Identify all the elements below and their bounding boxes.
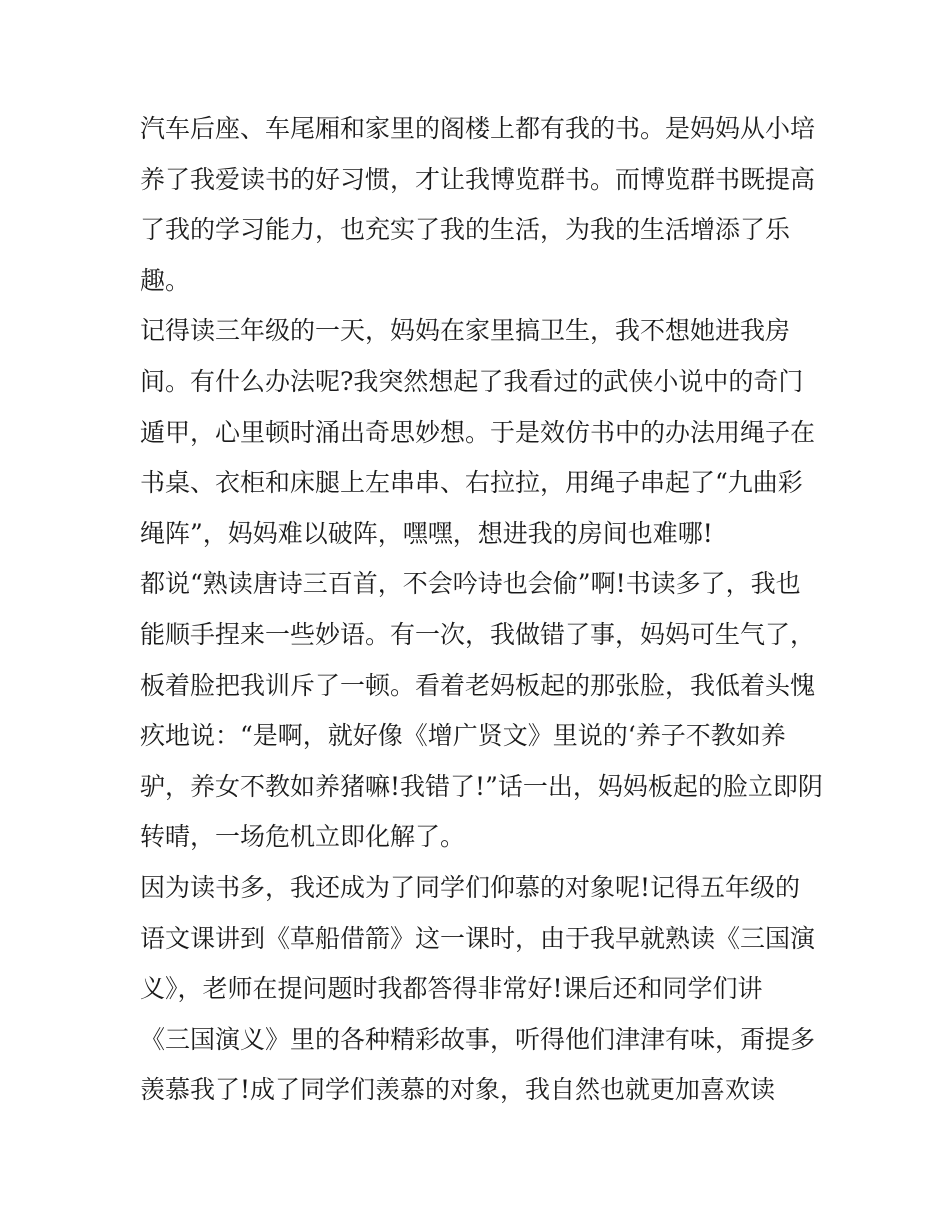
- text-line: 《三国演义》里的各种精彩故事，听得他们津津有味，甭提多: [140, 1024, 816, 1054]
- text-line: 间。有什么办法呢?我突然想起了我看过的武侠小说中的奇门: [140, 366, 804, 396]
- document-body: [140, 104, 823, 1116]
- text-line: 因为读书多，我还成为了同学们仰慕的对象呢!记得五年级的: [140, 872, 801, 902]
- text-line: 板着脸把我训斥了一顿。看着老妈板起的那张脸，我低着头愧: [140, 670, 816, 700]
- text-line: 羡慕我了!成了同学们羡慕的对象，我自然也就更加喜欢读: [140, 1075, 776, 1105]
- text-line: 汽车后座、车尾厢和家里的阁楼上都有我的书。是妈妈从小培: [140, 114, 816, 143]
- text-line: 语文课讲到《草船借箭》这一课时，由于我早就熟读《三国演: [140, 923, 816, 953]
- text-line: 驴，养女不教如养猪嘛!我错了!”话一出，妈妈板起的脸立即阴: [140, 771, 823, 801]
- text-line: 疚地说：“是啊，就好像《增广贤文》里说的‘养子不教如养: [140, 721, 786, 751]
- text-line: 都说“熟读唐诗三百首，不会吟诗也会偷”啊!书读多了，我也: [140, 569, 801, 599]
- text-line: 书桌、衣柜和床腿上左串串、右拉拉，用绳子串起了“九曲彩: [140, 468, 803, 498]
- text-line: 绳阵”，妈妈难以破阵，嘿嘿，想进我的房间也难哪!: [140, 518, 713, 548]
- text-line: 义》，老师在提问题时我都答得非常好!课后还和同学们讲: [140, 974, 763, 1004]
- text-line: 了我的学习能力，也充实了我的生活，为我的生活增添了乐: [140, 215, 791, 245]
- text-line: 养了我爱读书的好习惯，才让我博览群书。而博览群书既提高: [140, 164, 816, 194]
- text-line: 遁甲，心里顿时涌出奇思妙想。于是效仿书中的办法用绳子在: [140, 417, 816, 447]
- text-line: 能顺手捏来一些妙语。有一次，我做错了事，妈妈可生气了，: [140, 619, 816, 649]
- text-line: 记得读三年级的一天，妈妈在家里搞卫生，我不想她进我房: [140, 316, 791, 346]
- text-line: 转晴，一场危机立即化解了。: [140, 822, 466, 852]
- text-line: 趣。: [140, 265, 191, 295]
